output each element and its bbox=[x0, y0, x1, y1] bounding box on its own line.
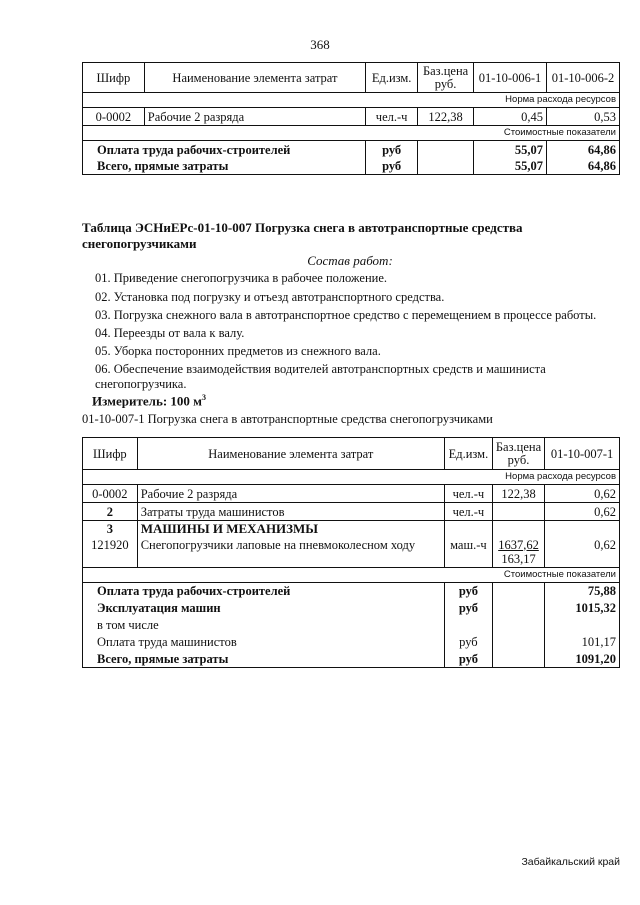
t2-exp-name: Эксплуатация машин bbox=[83, 600, 445, 617]
t2-header-unit: Ед.изм. bbox=[444, 438, 492, 470]
t2-worker-code: 0-0002 bbox=[83, 485, 138, 503]
t2-tot-name: Всего, прямые затраты bbox=[83, 651, 445, 668]
t2-loader-v: 0,62 bbox=[545, 538, 620, 568]
t2-worker-name: Рабочие 2 разряда bbox=[137, 485, 444, 503]
total-unit: руб bbox=[366, 159, 418, 175]
t2-mach-code: 3 bbox=[83, 521, 138, 538]
t2-tot-v: 1091,20 bbox=[545, 651, 620, 668]
t2-driver-unit: чел.-ч bbox=[444, 503, 492, 521]
work-item-6: 06. Обеспечение взаимодействия водителей автотранспортных средств и машиниста bbox=[95, 362, 546, 376]
resource-table-2 bbox=[82, 437, 620, 668]
header-code: Шифр bbox=[83, 63, 145, 93]
header-price: Баз.цена руб. bbox=[418, 63, 474, 93]
worker-price: 122,38 bbox=[418, 108, 474, 126]
header-col1: 01-10-006-1 bbox=[474, 63, 547, 93]
work-item-2: 02. Установка под погрузку и отъезд автотранспортного средства. bbox=[95, 290, 445, 304]
norm-label: Норма расхода ресурсов bbox=[83, 93, 620, 108]
t2-drv-v: 101,17 bbox=[545, 634, 620, 651]
work-item-1: 01. Приведение снегопогрузчика в рабочее положение. bbox=[95, 271, 388, 285]
t2-pay-name: Оплата труда рабочих-строителей bbox=[83, 583, 445, 600]
worker-code: 0-0002 bbox=[83, 108, 145, 126]
pay-unit: руб bbox=[366, 141, 418, 159]
t2-exp-v: 1015,32 bbox=[545, 600, 620, 617]
worker-name: Рабочие 2 разряда bbox=[144, 108, 365, 126]
t2-header-name: Наименование элемента затрат bbox=[137, 438, 444, 470]
total-v1: 55,07 bbox=[474, 159, 547, 175]
cost-label: Стоимостные показатели bbox=[83, 126, 620, 141]
t2-driver-code: 2 bbox=[83, 503, 138, 521]
work-header: Состав работ: bbox=[307, 253, 393, 268]
header-unit: Ед.изм. bbox=[366, 63, 418, 93]
t2-worker-price: 122,38 bbox=[492, 485, 544, 503]
t2-header-col1: 01-10-007-1 bbox=[545, 438, 620, 470]
measure: Измеритель: 100 $м^3$ bbox=[92, 393, 207, 409]
t2-loader-code: 121920 bbox=[83, 538, 138, 568]
pay-v2: 64,86 bbox=[547, 141, 620, 159]
t2-loader-unit: маш.-ч bbox=[444, 538, 492, 568]
total-name: Всего, прямые затраты bbox=[83, 159, 366, 175]
worker-v1: 0,45 bbox=[474, 108, 547, 126]
resource-table-1 bbox=[82, 62, 620, 175]
t2-loader-price: 1637,62 163,17 bbox=[492, 538, 544, 568]
t2-exp-unit: руб bbox=[444, 600, 492, 617]
t2-driver-name: Затраты труда машинистов bbox=[137, 503, 444, 521]
work-item-4: 04. Переезды от вала к валу. bbox=[95, 326, 245, 340]
t2-drv-unit: руб bbox=[444, 634, 492, 651]
footer-region: Забайкальский край bbox=[521, 856, 620, 868]
t2-driver-v: 0,62 bbox=[545, 503, 620, 521]
t2-tot-unit: руб bbox=[444, 651, 492, 668]
t2-worker-v: 0,62 bbox=[545, 485, 620, 503]
t2-mach-title: МАШИНЫ И МЕХАНИЗМЫ bbox=[137, 521, 444, 538]
section-title-line2: снегопогрузчиками bbox=[82, 236, 197, 251]
subtitle: 01-10-007-1 Погрузка снега в автотранспортные средства снегопогрузчиками bbox=[82, 412, 493, 426]
t2-drv-name: Оплата труда машинистов bbox=[83, 634, 445, 651]
t2-incl: в том числе bbox=[83, 617, 445, 634]
t2-pay-v: 75,88 bbox=[545, 583, 620, 600]
t2-cost-label: Стоимостные показатели bbox=[83, 568, 620, 583]
t2-header-price: Баз.цена руб. bbox=[492, 438, 544, 470]
worker-unit: чел.-ч bbox=[366, 108, 418, 126]
header-col2: 01-10-006-2 bbox=[547, 63, 620, 93]
pay-name: Оплата труда рабочих-строителей bbox=[83, 141, 366, 159]
t2-pay-unit: руб bbox=[444, 583, 492, 600]
work-item-5: 05. Уборка посторонних предметов из снежного вала. bbox=[95, 344, 381, 358]
t2-loader-name: Снегопогрузчики лаповые на пневмоколесном ходу bbox=[137, 538, 444, 568]
total-v2: 64,86 bbox=[547, 159, 620, 175]
section-title-line1: Таблица ЭСНиЕРс-01-10-007 Погрузка снега в автотранспортные средства bbox=[82, 220, 523, 235]
worker-v2: 0,53 bbox=[547, 108, 620, 126]
page-number: 368 bbox=[310, 37, 330, 52]
t2-norm-label: Норма расхода ресурсов bbox=[83, 470, 620, 485]
t2-worker-unit: чел.-ч bbox=[444, 485, 492, 503]
work-item-6-cont: снегопогрузчика. bbox=[95, 377, 187, 391]
header-name: Наименование элемента затрат bbox=[144, 63, 365, 93]
work-item-3: 03. Погрузка снежного вала в автотранспортное средство с перемещением в процессе работы. bbox=[95, 308, 597, 322]
t2-header-code: Шифр bbox=[83, 438, 138, 470]
pay-v1: 55,07 bbox=[474, 141, 547, 159]
